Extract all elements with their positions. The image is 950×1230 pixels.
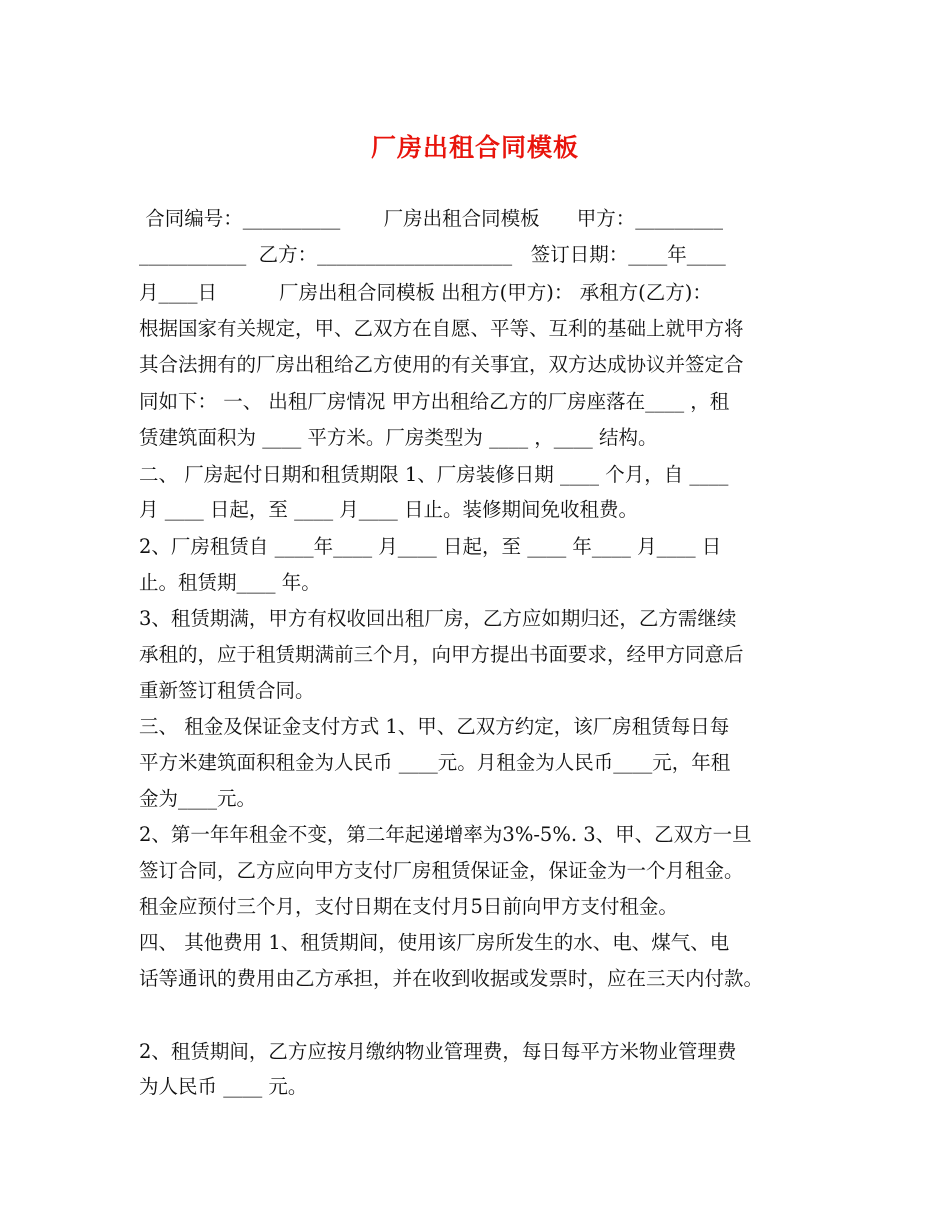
document-title: 厂房出租合同模板 (370, 133, 579, 162)
body-text-line: 平方米建筑面积租金为人民币 ____元。月租金为人民币____元，年租 (139, 751, 731, 774)
clause-line: 3、租赁期满，甲方有权收回出租厂房，乙方应如期归还，乙方需继续 (139, 607, 737, 630)
body-text-line: 月 ____ 日起，至 ____ 月____ 日止。装修期间免收租费。 (139, 498, 638, 521)
clause-line: 2、租赁期间，乙方应按月缴纳物业管理费，每日每平方米物业管理费 (139, 1040, 737, 1063)
body-text-line: 为人民币 ____ 元。 (139, 1075, 308, 1098)
clause-line: 2、第一年年租金不变，第二年起递增率为3%-5%. 3、甲、乙双方一旦 (139, 823, 752, 846)
body-text-line: 同如下： 一、 出租厂房情况 甲方出租给乙方的厂房座落在____ ，租 (139, 390, 730, 413)
body-text-line: 重新签订租赁合同。 (139, 679, 315, 702)
body-text-line: 话等通讯的费用由乙方承担，并在收到收据或发票时，应在三天内付款。 (139, 967, 764, 990)
section-heading-line: 四、 其他费用 1、租赁期间，使用该厂房所发生的水、电、煤气、电 (139, 931, 730, 954)
contract-header-line: 月____日 厂房出租合同模板 出租方(甲方)： 承租方(乙方)： (139, 281, 712, 304)
body-text-line: 签订合同，乙方应向甲方支付厂房租赁保证金，保证金为一个月租金。 (139, 859, 744, 882)
section-heading-line: 三、 租金及保证金支付方式 1、甲、乙双方约定，该厂房租赁每日每 (139, 715, 730, 738)
clause-line: 2、厂房租赁自 ____年____ 月____ 日起，至 ____ 年____ 月____ 日 (139, 535, 722, 558)
body-text-line: 租金应预付三个月，支付日期在支付月5日前向甲方支付租金。 (139, 895, 678, 918)
contract-header-line: 合同编号：__________ 厂房出租合同模板 甲方：_________ (139, 207, 724, 230)
body-text-line: 其合法拥有的厂房出租给乙方使用的有关事宜，双方达成协议并签定合 (139, 353, 744, 376)
body-text-line: 赁建筑面积为 ____ 平方米。厂房类型为 ____ ，____ 结构。 (139, 426, 658, 449)
body-text-line: 金为____元。 (139, 787, 257, 810)
contract-header-line: ___________ 乙方：____________________ 签订日期：____年____ (139, 243, 726, 266)
body-text-line: 止。租赁期____ 年。 (139, 571, 321, 594)
section-heading-line: 二、 厂房起付日期和租赁期限 1、厂房装修日期 ____ 个月，自 ____ (139, 463, 729, 486)
body-text-line: 根据国家有关规定，甲、乙双方在自愿、平等、互利的基础上就甲方将 (139, 317, 744, 340)
body-text-line: 承租的，应于租赁期满前三个月，向甲方提出书面要求，经甲方同意后 (139, 643, 744, 666)
